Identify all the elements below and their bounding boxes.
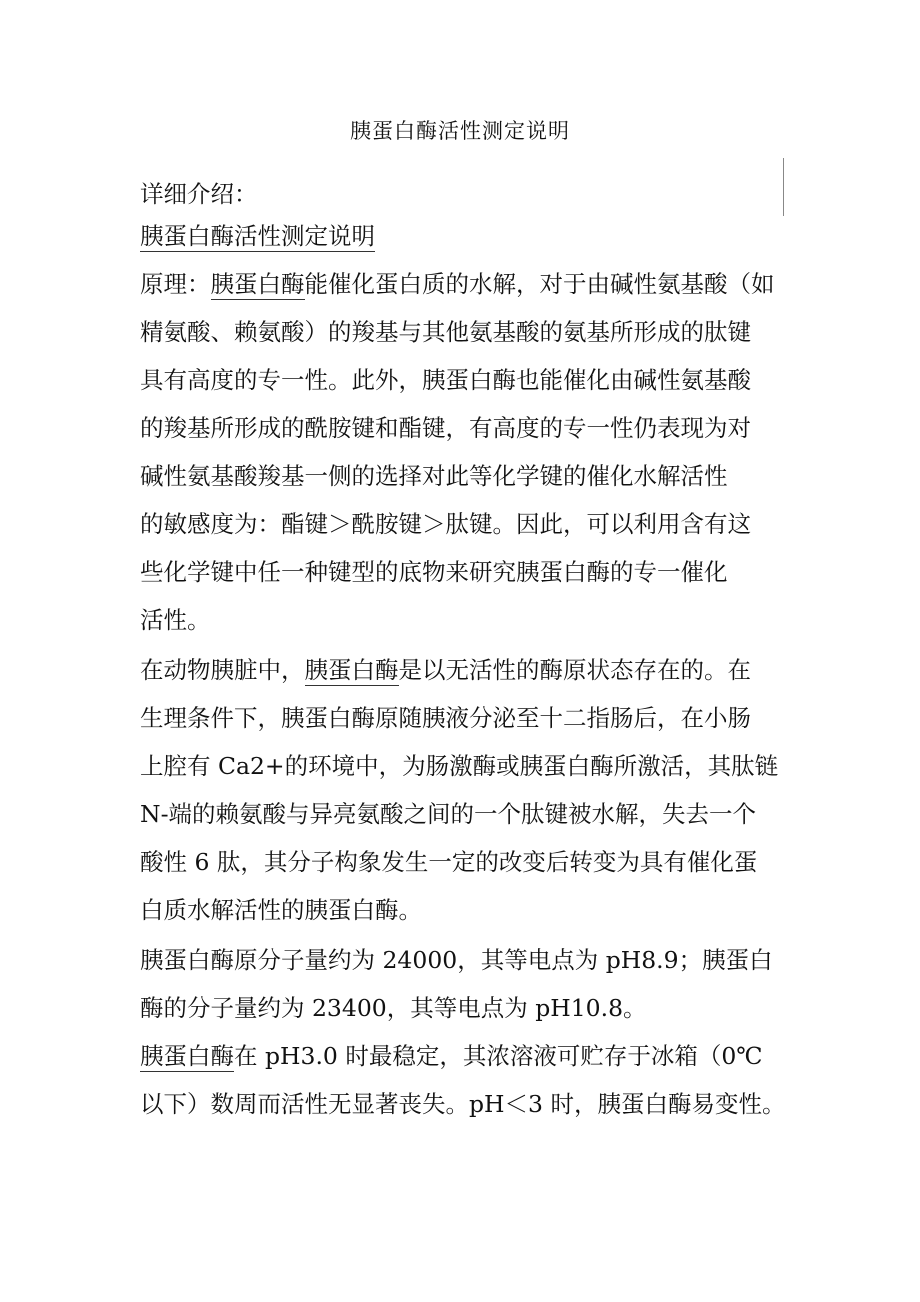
text-span: 原理： <box>140 270 211 298</box>
text-line: 酸性 6 肽，其分子构象发生一定的改变后转变为具有催化蛋 <box>140 848 758 876</box>
document-title: 胰蛋白酶活性测定说明 <box>350 119 570 143</box>
text-line: 以下）数周而活性无显著丧失。pH＜3 时，胰蛋白酶易变性。 <box>140 1090 786 1118</box>
text-line: 上腔有 Ca2+的环境中，为肠激酶或胰蛋白酶所激活，其肽链 <box>140 752 779 780</box>
text-line: 的敏感度为：酯键＞酰胺键＞肽键。因此，可以利用含有这 <box>140 510 751 538</box>
text-line: 精氨酸、赖氨酸）的羧基与其他氨基酸的氨基所形成的肽键 <box>140 318 751 346</box>
trypsin-link[interactable]: 胰蛋白酶 <box>140 1042 234 1070</box>
text-line <box>140 1040 763 1072</box>
text-line: 碱性氨基酸羧基一侧的选择对此等化学键的催化水解活性 <box>140 462 728 490</box>
text-span: 是以无活性的酶原状态存在的。在 <box>398 656 751 684</box>
text-line: 白质水解活性的胰蛋白酶。 <box>140 896 422 924</box>
subtitle-line <box>140 220 375 252</box>
trypsin-link[interactable]: 胰蛋白酶 <box>304 656 399 684</box>
text-line: 生理条件下，胰蛋白酶原随胰液分泌至十二指肠后，在小肠 <box>140 704 751 732</box>
text-line <box>140 268 775 300</box>
text-span: 能催化蛋白质的水解，对于由碱性氨基酸（如 <box>304 270 775 298</box>
text-line: 酶的分子量约为 23400，其等电点为 pH10.8。 <box>140 994 647 1022</box>
text-line: N-端的赖氨酸与异亮氨酸之间的一个肽键被水解，失去一个 <box>140 800 757 828</box>
text-line: 具有高度的专一性。此外，胰蛋白酶也能催化由碱性氨基酸 <box>140 366 751 394</box>
text-line <box>140 654 751 686</box>
text-line: 些化学键中任一种键型的底物来研究胰蛋白酶的专一催化 <box>140 558 728 586</box>
text-line: 胰蛋白酶原分子量约为 24000，其等电点为 pH8.9；胰蛋白 <box>140 946 773 974</box>
margin-mark <box>783 158 784 216</box>
text-line: 的羧基所形成的酰胺键和酯键，有高度的专一性仍表现为对 <box>140 414 751 442</box>
intro-label: 详细介绍： <box>140 180 258 208</box>
text-line: 活性。 <box>140 606 211 634</box>
text-span: 在动物胰脏中， <box>140 656 305 684</box>
subtitle-link[interactable]: 胰蛋白酶活性测定说明 <box>140 222 375 250</box>
trypsin-link[interactable]: 胰蛋白酶 <box>210 270 305 298</box>
text-span: 在 pH3.0 时最稳定，其浓溶液可贮存于冰箱（0℃ <box>234 1042 763 1070</box>
